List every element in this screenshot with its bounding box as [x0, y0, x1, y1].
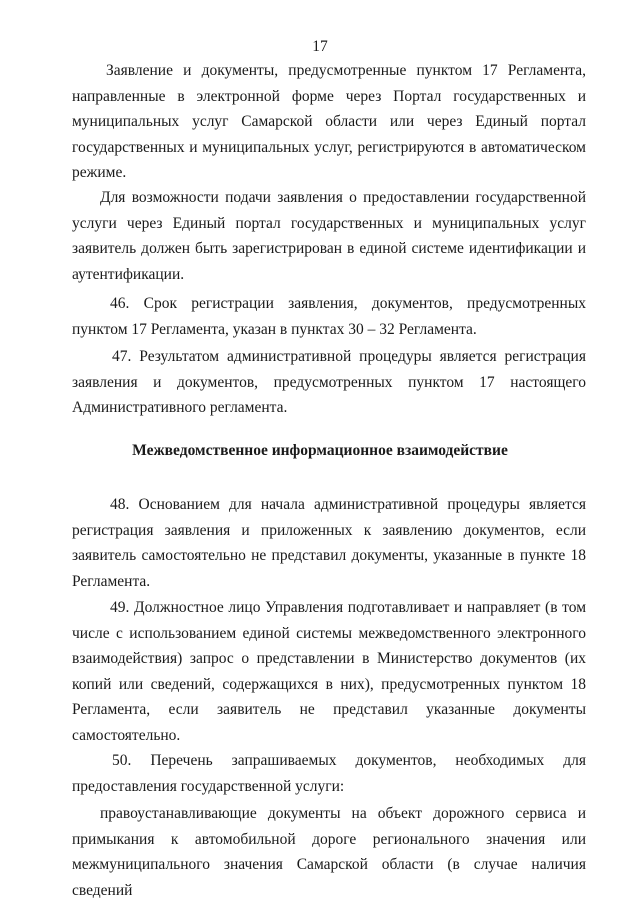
paragraph-item-50: 50. Перечень запрашиваемых документов, необходимых для предоставления государственной услуги: — [72, 752, 586, 795]
paragraph-title-documents: правоустанавливающие документы на объект дорожного сервиса и примыкания к автомобильной дороге регионального значения или межмуниципального значения Самарской области (в случае наличия сведений — [72, 805, 586, 899]
section-heading: Межведомственное информационное взаимодействие — [132, 442, 508, 459]
page-number: 17 — [312, 38, 328, 55]
paragraph-item-49: 49. Должностное лицо Управления подготавливает и направляет (в том числе с использованием единой системы межведомственного электронного взаимодействия) запрос о представлении в Министерство документов (их копий или сведений, содержащихся в них), предусмотренных пунктом 18 Регламента, если заявитель не представил указанные документы самостоятельно. — [72, 599, 586, 744]
paragraph-item-46: 46. Срок регистрации заявления, документов, предусмотренных пунктом 17 Регламента, указан в пунктах 30 – 32 Регламента. — [72, 295, 586, 338]
paragraph-item-47: 47. Результатом административной процедуры является регистрация заявления и документов, предусмотренных пунктом 17 настоящего Административного регламента. — [72, 348, 586, 416]
paragraph-unified-portal-registration: Для возможности подачи заявления о предоставлении государственной услуги через Единый портал государственных и муниципальных услуг заявитель должен быть зарегистрирован в единой системе идентификации и аутентификации. — [72, 189, 586, 283]
paragraph-registration-automatic: Заявление и документы, предусмотренные пунктом 17 Регламента, направленные в электронной форме через Портал государственных и муниципальных услуг Самарской области или через Единый портал государственных и муниципальных услуг, регистрируются в автоматическом режиме. — [72, 62, 586, 181]
paragraph-item-48: 48. Основанием для начала административной процедуры является регистрация заявления и приложенных к заявлению документов, если заявитель самостоятельно не представил документы, указанные в пункте 18 Регламента. — [72, 496, 586, 590]
